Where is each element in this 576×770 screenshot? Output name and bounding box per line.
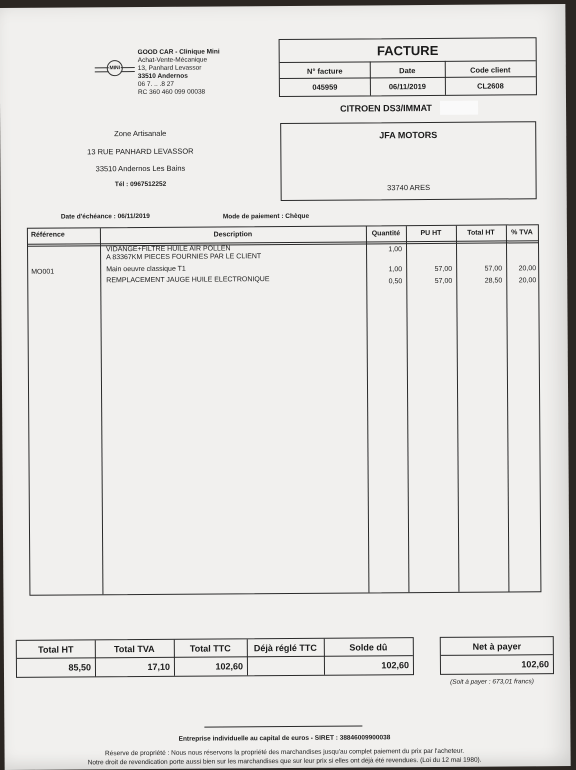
balance-due-label: Solde dû: [349, 642, 388, 653]
issuer-street: 13 RUE PANHARD LEVASSOR: [87, 146, 194, 157]
issuer-city: 33510 Andernos Les Bains: [95, 163, 186, 174]
invoice-number: 045959: [312, 82, 338, 92]
payment-mode: Mode de paiement : Chèque: [222, 212, 310, 221]
total-ht-value: 85,50: [68, 662, 91, 673]
row2-desc: Main oeuvre classique T1: [106, 265, 186, 274]
already-paid-value: [247, 661, 320, 662]
company-phone: 06 7. .. .8 27: [137, 80, 175, 89]
balance-due-value: 102,60: [381, 660, 409, 671]
company-city: 33510 Andernos: [137, 72, 188, 81]
due-date: Date d'échéance : 06/11/2019: [60, 212, 150, 221]
company-activity: Achat-Vente-Mécanique: [137, 56, 208, 65]
client-code-header: Code client: [470, 65, 511, 75]
plate-redaction: [440, 101, 478, 115]
total-ht-label: Total HT: [38, 644, 74, 655]
row2-pu: 57,00: [434, 265, 453, 273]
row3-desc: REMPLACEMENT JAUGE HUILE ELECTRONIQUE: [106, 276, 270, 285]
row2-ref: MO001: [31, 268, 55, 276]
invoice-header-box: [279, 37, 537, 97]
col-pu-ht: PU HT: [420, 229, 442, 238]
total-ttc-value: 102,60: [215, 661, 243, 672]
invoice-date: 06/11/2019: [388, 82, 426, 92]
total-ttc-label: Total TTC: [189, 643, 231, 654]
client-code: CL2608: [477, 81, 504, 91]
mini-logo: [95, 59, 135, 79]
logo-text: MINI: [109, 65, 121, 72]
invoice-number-header: N° facture: [306, 66, 343, 76]
row1-desc-line1: VIDANGE+FILTRE HUILE AIR POLLEN: [106, 245, 231, 254]
col-description: Description: [213, 231, 253, 239]
net-payable-label: Net à payer: [472, 641, 522, 652]
row2-tva: 20,00: [518, 265, 537, 273]
row2-qty: 1,00: [388, 266, 403, 274]
totals-box: [16, 637, 414, 678]
row3-tva: 20,00: [518, 277, 537, 285]
francs-equivalent: (Soit à payer : 673,01 francs): [450, 678, 534, 686]
already-paid-label: Déjà réglé TTC: [253, 642, 317, 654]
footer-siret: Entreprise individuelle au capital de euros - SIRET : 38846009900038: [178, 734, 391, 743]
invoice-lines-table: [27, 224, 542, 596]
invoice-paper: [0, 4, 571, 770]
row3-total: 28,50: [484, 277, 503, 285]
net-payable-value: 102,60: [521, 659, 549, 670]
row1-qty: 1,00: [388, 246, 403, 254]
company-name: GOOD CAR - Clinique Mini: [137, 48, 220, 57]
col-total-ht: Total HT: [467, 229, 495, 237]
vehicle-label: CITROEN DS3/IMMAT: [340, 102, 432, 114]
company-rc: RC 360 460 099 00038: [137, 88, 206, 97]
col-tva: % TVA: [511, 229, 533, 237]
client-address-box: [280, 121, 537, 201]
client-city: 33740 ARES: [387, 182, 431, 193]
col-quantity: Quantité: [371, 230, 401, 238]
row1-desc-line2: A 83367KM PIECES FOURNIES PAR LE CLIENT: [106, 253, 262, 262]
issuer-zone: Zone Artisanale: [114, 128, 167, 139]
net-payable-box: [440, 636, 554, 675]
footer-law: Notre droit de revendication porte aussi bien sur les marchandises que sur leur prix si elles ont déjà été revendues. (Loi du 12 mai 1980).: [87, 756, 482, 767]
footer-retention: Réserve de propriété : Nous nous réservons la propriété des marchandises jusqu'au complet paiement du prix par l'acheteur.: [104, 747, 465, 758]
invoice-title: FACTURE: [376, 42, 439, 59]
row3-qty: 0,50: [388, 278, 403, 286]
col-reference: Référence: [30, 231, 65, 239]
issuer-phone: Tél : 0967512252: [114, 180, 167, 189]
row3-pu: 57,00: [434, 277, 453, 285]
company-street: 13, Panhard Levassor: [137, 64, 202, 73]
invoice-date-header: Date: [399, 66, 416, 76]
total-tva-label: Total TVA: [113, 643, 155, 655]
client-name: JFA MOTORS: [379, 129, 438, 141]
total-tva-value: 17,10: [147, 661, 170, 672]
row2-total: 57,00: [484, 265, 503, 273]
